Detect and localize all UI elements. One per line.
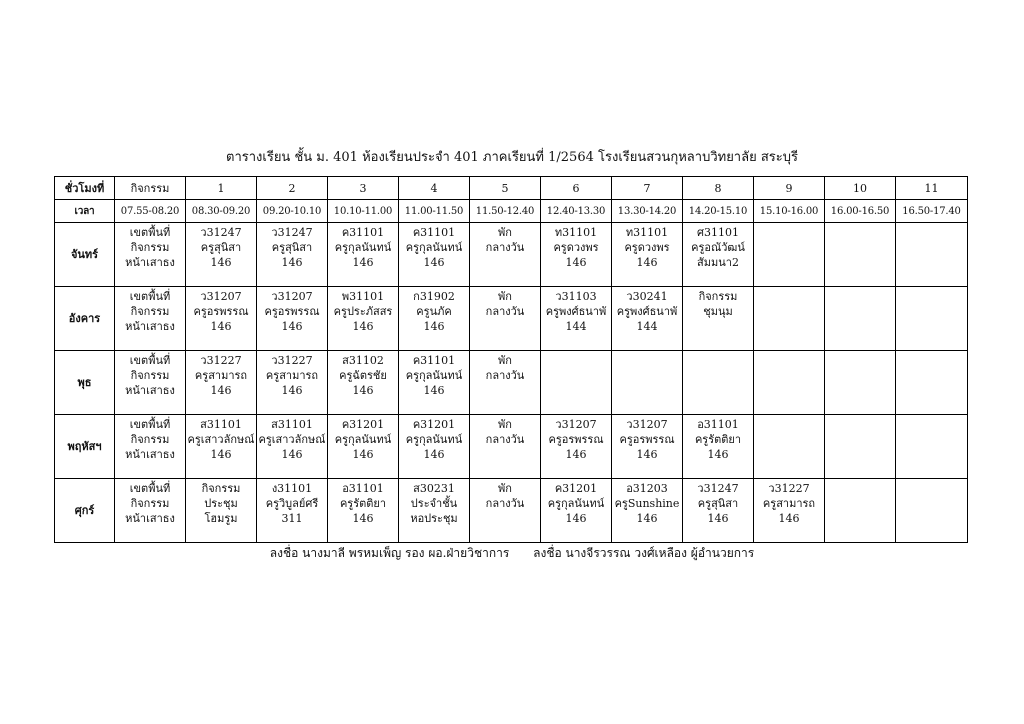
- cell-line: กิจกรรม: [201, 482, 241, 495]
- empty-cell: [896, 223, 968, 287]
- cell-line: ครูสามารถ: [265, 369, 319, 382]
- cell-line: 146: [565, 256, 587, 269]
- schedule-cell: [399, 287, 470, 351]
- schedule-cell: [399, 223, 470, 287]
- cell-line: ส30231: [413, 482, 455, 495]
- cell-line: ว31227: [200, 354, 242, 367]
- schedule-cell: [328, 351, 399, 415]
- day-row: [55, 479, 968, 543]
- cell-line: ว31207: [555, 418, 597, 431]
- cell-line: กลางวัน: [485, 369, 525, 382]
- cell-line: พัก: [498, 354, 512, 367]
- cell-line: กลางวัน: [485, 241, 525, 254]
- cell-line: ครูเสาวลักษณ์: [187, 433, 255, 446]
- signature-left: ลงชื่อ นางมาลี พรหมเพ็ญ รอง ผอ.ฝ่ายวิชาการ: [269, 546, 510, 560]
- cell-line: 146: [636, 448, 658, 461]
- schedule-cell: [541, 223, 612, 287]
- schedule-cell: [399, 351, 470, 415]
- cell-line: เขตพื้นที่: [129, 418, 171, 431]
- cell-line: เขตพื้นที่: [129, 226, 171, 239]
- header-period-cell: 8: [683, 177, 754, 200]
- header-period-cell: 1: [186, 177, 257, 200]
- schedule-cell: [612, 223, 683, 287]
- schedule-cell: [257, 223, 328, 287]
- cell-line: 146: [352, 384, 374, 397]
- cell-line: ครูวิบูลย์ศรี: [265, 497, 319, 510]
- cell-line: กิจกรรม: [130, 369, 170, 382]
- cell-line: กลางวัน: [485, 305, 525, 318]
- cell-line: ครูกุลนันทน์: [547, 497, 605, 510]
- signature-right: ลงชื่อ นางจีรวรรณ วงศ์เหลือง ผู้อำนวยการ: [533, 546, 755, 560]
- schedule-cell: [115, 479, 186, 543]
- schedule-cell: [541, 479, 612, 543]
- cell-line: กิจกรรม: [130, 497, 170, 510]
- schedule-cell: [186, 415, 257, 479]
- cell-line: กลางวัน: [485, 497, 525, 510]
- header-corner-cell: ชั่วโมงที่: [55, 177, 115, 200]
- cell-line: ค31101: [412, 226, 456, 239]
- cell-line: 146: [281, 256, 303, 269]
- cell-line: โฮมรูม: [204, 512, 238, 525]
- time-cell: 07.55-08.20: [115, 200, 186, 223]
- cell-line: พัก: [498, 482, 512, 495]
- cell-line: 146: [636, 512, 658, 525]
- schedule-cell: [257, 415, 328, 479]
- cell-line: ส31101: [200, 418, 242, 431]
- schedule-cell: [399, 479, 470, 543]
- cell-line: ครูอรพรรณ: [619, 433, 675, 446]
- schedule-cell: [470, 415, 541, 479]
- time-cell: 15.10-16.00: [754, 200, 825, 223]
- header-row: [55, 177, 968, 200]
- cell-line: 146: [281, 320, 303, 333]
- schedule-cell: [186, 479, 257, 543]
- cell-line: ท31101: [625, 226, 669, 239]
- header-period-cell: 5: [470, 177, 541, 200]
- schedule-cell: [115, 415, 186, 479]
- schedule-cell: [257, 287, 328, 351]
- empty-cell: [612, 351, 683, 415]
- day-name-cell: พฤหัสฯ: [55, 415, 115, 479]
- page-title: ตารางเรียน ชั้น ม. 401 ห้องเรียนประจำ 401 ภาคเรียนที่ 1/2564 โรงเรียนสวนกุหลาบวิทยาลัย สระบุรี: [226, 150, 798, 165]
- schedule-cell: [541, 415, 612, 479]
- cell-line: ครูสุนิสา: [697, 497, 739, 510]
- header-period-cell: 7: [612, 177, 683, 200]
- cell-line: หอประชุม: [410, 512, 458, 525]
- cell-line: ประชุม: [204, 497, 238, 510]
- cell-line: ครูสามารถ: [762, 497, 816, 510]
- schedule-cell: [328, 415, 399, 479]
- empty-cell: [896, 351, 968, 415]
- empty-cell: [754, 287, 825, 351]
- cell-line: ครูนภัค: [416, 305, 452, 318]
- schedule-cell: [115, 223, 186, 287]
- cell-line: ครูอรพรรณ: [548, 433, 604, 446]
- cell-line: ค31201: [412, 418, 456, 431]
- cell-line: ค31101: [412, 354, 456, 367]
- day-row: [55, 351, 968, 415]
- time-label-cell: เวลา: [55, 200, 115, 223]
- cell-line: ครูรัตติยา: [339, 497, 387, 510]
- cell-line: ครูกุลนันทน์: [405, 433, 463, 446]
- cell-line: 146: [281, 384, 303, 397]
- header-period-cell: 9: [754, 177, 825, 200]
- cell-line: ครูสุนิสา: [271, 241, 313, 254]
- cell-line: ว31207: [626, 418, 668, 431]
- schedule-cell: [612, 415, 683, 479]
- time-row: [55, 200, 968, 223]
- empty-cell: [896, 415, 968, 479]
- time-cell: 10.10-11.00: [328, 200, 399, 223]
- empty-cell: [896, 287, 968, 351]
- cell-line: ครูเสาวลักษณ์: [258, 433, 326, 446]
- cell-line: เขตพื้นที่: [129, 290, 171, 303]
- empty-cell: [896, 479, 968, 543]
- empty-cell: [825, 479, 896, 543]
- cell-line: 146: [423, 256, 445, 269]
- cell-line: 146: [778, 512, 800, 525]
- cell-line: ครูดวงพร: [553, 241, 599, 254]
- schedule-cell: [328, 479, 399, 543]
- time-cell: 13.30-14.20: [612, 200, 683, 223]
- cell-line: หน้าเสาธง: [125, 384, 175, 397]
- cell-line: ครูดวงพร: [624, 241, 670, 254]
- cell-line: 146: [210, 448, 232, 461]
- cell-line: ว31227: [768, 482, 810, 495]
- header-period-cell: 4: [399, 177, 470, 200]
- empty-cell: [825, 287, 896, 351]
- cell-line: ชุมนุม: [703, 305, 733, 318]
- day-name-cell: อังคาร: [55, 287, 115, 351]
- cell-line: ครูกุลนันทน์: [405, 369, 463, 382]
- time-cell: 08.30-09.20: [186, 200, 257, 223]
- cell-line: เขตพื้นที่: [129, 482, 171, 495]
- cell-line: พัก: [498, 226, 512, 239]
- cell-line: กิจกรรม: [698, 290, 738, 303]
- schedule-cell: [683, 223, 754, 287]
- schedule-cell: [186, 223, 257, 287]
- cell-line: ง31101: [271, 482, 313, 495]
- cell-line: 146: [210, 256, 232, 269]
- time-cell: 14.20-15.10: [683, 200, 754, 223]
- cell-line: 146: [636, 256, 658, 269]
- cell-line: ว31247: [200, 226, 242, 239]
- cell-line: ครูพงศ์ธนาพั: [616, 305, 678, 318]
- cell-line: ครูอรพรรณ: [264, 305, 320, 318]
- empty-cell: [825, 223, 896, 287]
- empty-cell: [754, 415, 825, 479]
- time-cell: 16.50-17.40: [896, 200, 968, 223]
- cell-line: ครูฉัตรชัย: [339, 369, 387, 382]
- empty-cell: [541, 351, 612, 415]
- schedule-cell: [257, 479, 328, 543]
- cell-line: ครูสุนิสา: [200, 241, 242, 254]
- cell-line: ครูกุลนันทน์: [405, 241, 463, 254]
- time-cell: 09.20-10.10: [257, 200, 328, 223]
- cell-line: อ31203: [626, 482, 668, 495]
- time-cell: 12.40-13.30: [541, 200, 612, 223]
- cell-line: ครูกุลนันทน์: [334, 433, 392, 446]
- cell-line: กลางวัน: [485, 433, 525, 446]
- cell-line: ว31207: [200, 290, 242, 303]
- cell-line: ค31201: [341, 418, 385, 431]
- day-row: [55, 223, 968, 287]
- schedule-cell: [683, 287, 754, 351]
- timetable: [54, 176, 968, 543]
- cell-line: ว31103: [555, 290, 597, 303]
- cell-line: พ31101: [341, 290, 385, 303]
- cell-line: 144: [636, 320, 658, 333]
- cell-line: 146: [210, 384, 232, 397]
- signature-line: [0, 544, 1024, 563]
- schedule-cell: [470, 287, 541, 351]
- cell-line: ส31102: [342, 354, 384, 367]
- empty-cell: [825, 351, 896, 415]
- schedule-cell: [399, 415, 470, 479]
- cell-line: 146: [352, 256, 374, 269]
- empty-cell: [683, 351, 754, 415]
- cell-line: ครูSunshine: [614, 497, 680, 510]
- cell-line: ส31101: [271, 418, 313, 431]
- cell-line: ว31207: [271, 290, 313, 303]
- schedule-cell: [328, 223, 399, 287]
- cell-line: อ31101: [697, 418, 739, 431]
- schedule-cell: [612, 479, 683, 543]
- cell-line: 146: [565, 512, 587, 525]
- cell-line: ครูสามารถ: [194, 369, 248, 382]
- timetable-body: [55, 177, 968, 543]
- cell-line: ก31902: [413, 290, 455, 303]
- schedule-cell: [612, 287, 683, 351]
- day-row: [55, 415, 968, 479]
- header-period-cell: 3: [328, 177, 399, 200]
- time-cell: 11.50-12.40: [470, 200, 541, 223]
- cell-line: 146: [423, 320, 445, 333]
- cell-line: ค31201: [554, 482, 598, 495]
- cell-line: อ31101: [342, 482, 384, 495]
- cell-line: ครูกุลนันทน์: [334, 241, 392, 254]
- cell-line: หน้าเสาธง: [125, 320, 175, 333]
- cell-line: ท31101: [554, 226, 598, 239]
- cell-line: 146: [352, 512, 374, 525]
- cell-line: ประจำชั้น: [410, 497, 458, 510]
- cell-line: ศ31101: [697, 226, 739, 239]
- cell-line: พัก: [498, 290, 512, 303]
- cell-line: ครูประภัสสร: [333, 305, 393, 318]
- cell-line: 146: [352, 448, 374, 461]
- day-name-cell: จันทร์: [55, 223, 115, 287]
- cell-line: ครูอณัวัฒน์: [691, 241, 745, 254]
- header-period-cell: 6: [541, 177, 612, 200]
- schedule-cell: [541, 287, 612, 351]
- cell-line: หน้าเสาธง: [125, 256, 175, 269]
- cell-line: ครูรัตติยา: [694, 433, 742, 446]
- schedule-cell: [186, 287, 257, 351]
- empty-cell: [754, 223, 825, 287]
- empty-cell: [825, 415, 896, 479]
- cell-line: กิจกรรม: [130, 241, 170, 254]
- cell-line: 146: [352, 320, 374, 333]
- header-activity-cell: กิจกรรม: [115, 177, 186, 200]
- schedule-cell: [470, 351, 541, 415]
- cell-line: 146: [423, 384, 445, 397]
- day-name-cell: พุธ: [55, 351, 115, 415]
- cell-line: 146: [707, 448, 729, 461]
- cell-line: 144: [565, 320, 587, 333]
- header-period-cell: 11: [896, 177, 968, 200]
- cell-line: ว31247: [271, 226, 313, 239]
- cell-line: พัก: [498, 418, 512, 431]
- cell-line: ว30241: [626, 290, 668, 303]
- cell-line: 146: [281, 448, 303, 461]
- schedule-cell: [470, 479, 541, 543]
- schedule-cell: [115, 287, 186, 351]
- schedule-cell: [683, 415, 754, 479]
- cell-line: 311: [281, 512, 303, 525]
- cell-line: 146: [210, 320, 232, 333]
- schedule-cell: [754, 479, 825, 543]
- schedule-cell: [186, 351, 257, 415]
- day-name-cell: ศุกร์: [55, 479, 115, 543]
- cell-line: ว31227: [271, 354, 313, 367]
- schedule-cell: [115, 351, 186, 415]
- time-cell: 16.00-16.50: [825, 200, 896, 223]
- schedule-cell: [683, 479, 754, 543]
- day-row: [55, 287, 968, 351]
- cell-line: 146: [423, 448, 445, 461]
- empty-cell: [754, 351, 825, 415]
- cell-line: เขตพื้นที่: [129, 354, 171, 367]
- time-cell: 11.00-11.50: [399, 200, 470, 223]
- cell-line: หน้าเสาธง: [125, 448, 175, 461]
- schedule-cell: [470, 223, 541, 287]
- cell-line: ครูพงศ์ธนาพั: [545, 305, 607, 318]
- cell-line: ค31101: [341, 226, 385, 239]
- header-period-cell: 10: [825, 177, 896, 200]
- cell-line: ว31247: [697, 482, 739, 495]
- cell-line: 146: [707, 512, 729, 525]
- cell-line: สัมมนา2: [697, 256, 739, 269]
- cell-line: กิจกรรม: [130, 305, 170, 318]
- cell-line: ครูอรพรรณ: [193, 305, 249, 318]
- header-period-cell: 2: [257, 177, 328, 200]
- cell-line: กิจกรรม: [130, 433, 170, 446]
- schedule-cell: [257, 351, 328, 415]
- cell-line: หน้าเสาธง: [125, 512, 175, 525]
- cell-line: 146: [565, 448, 587, 461]
- schedule-cell: [328, 287, 399, 351]
